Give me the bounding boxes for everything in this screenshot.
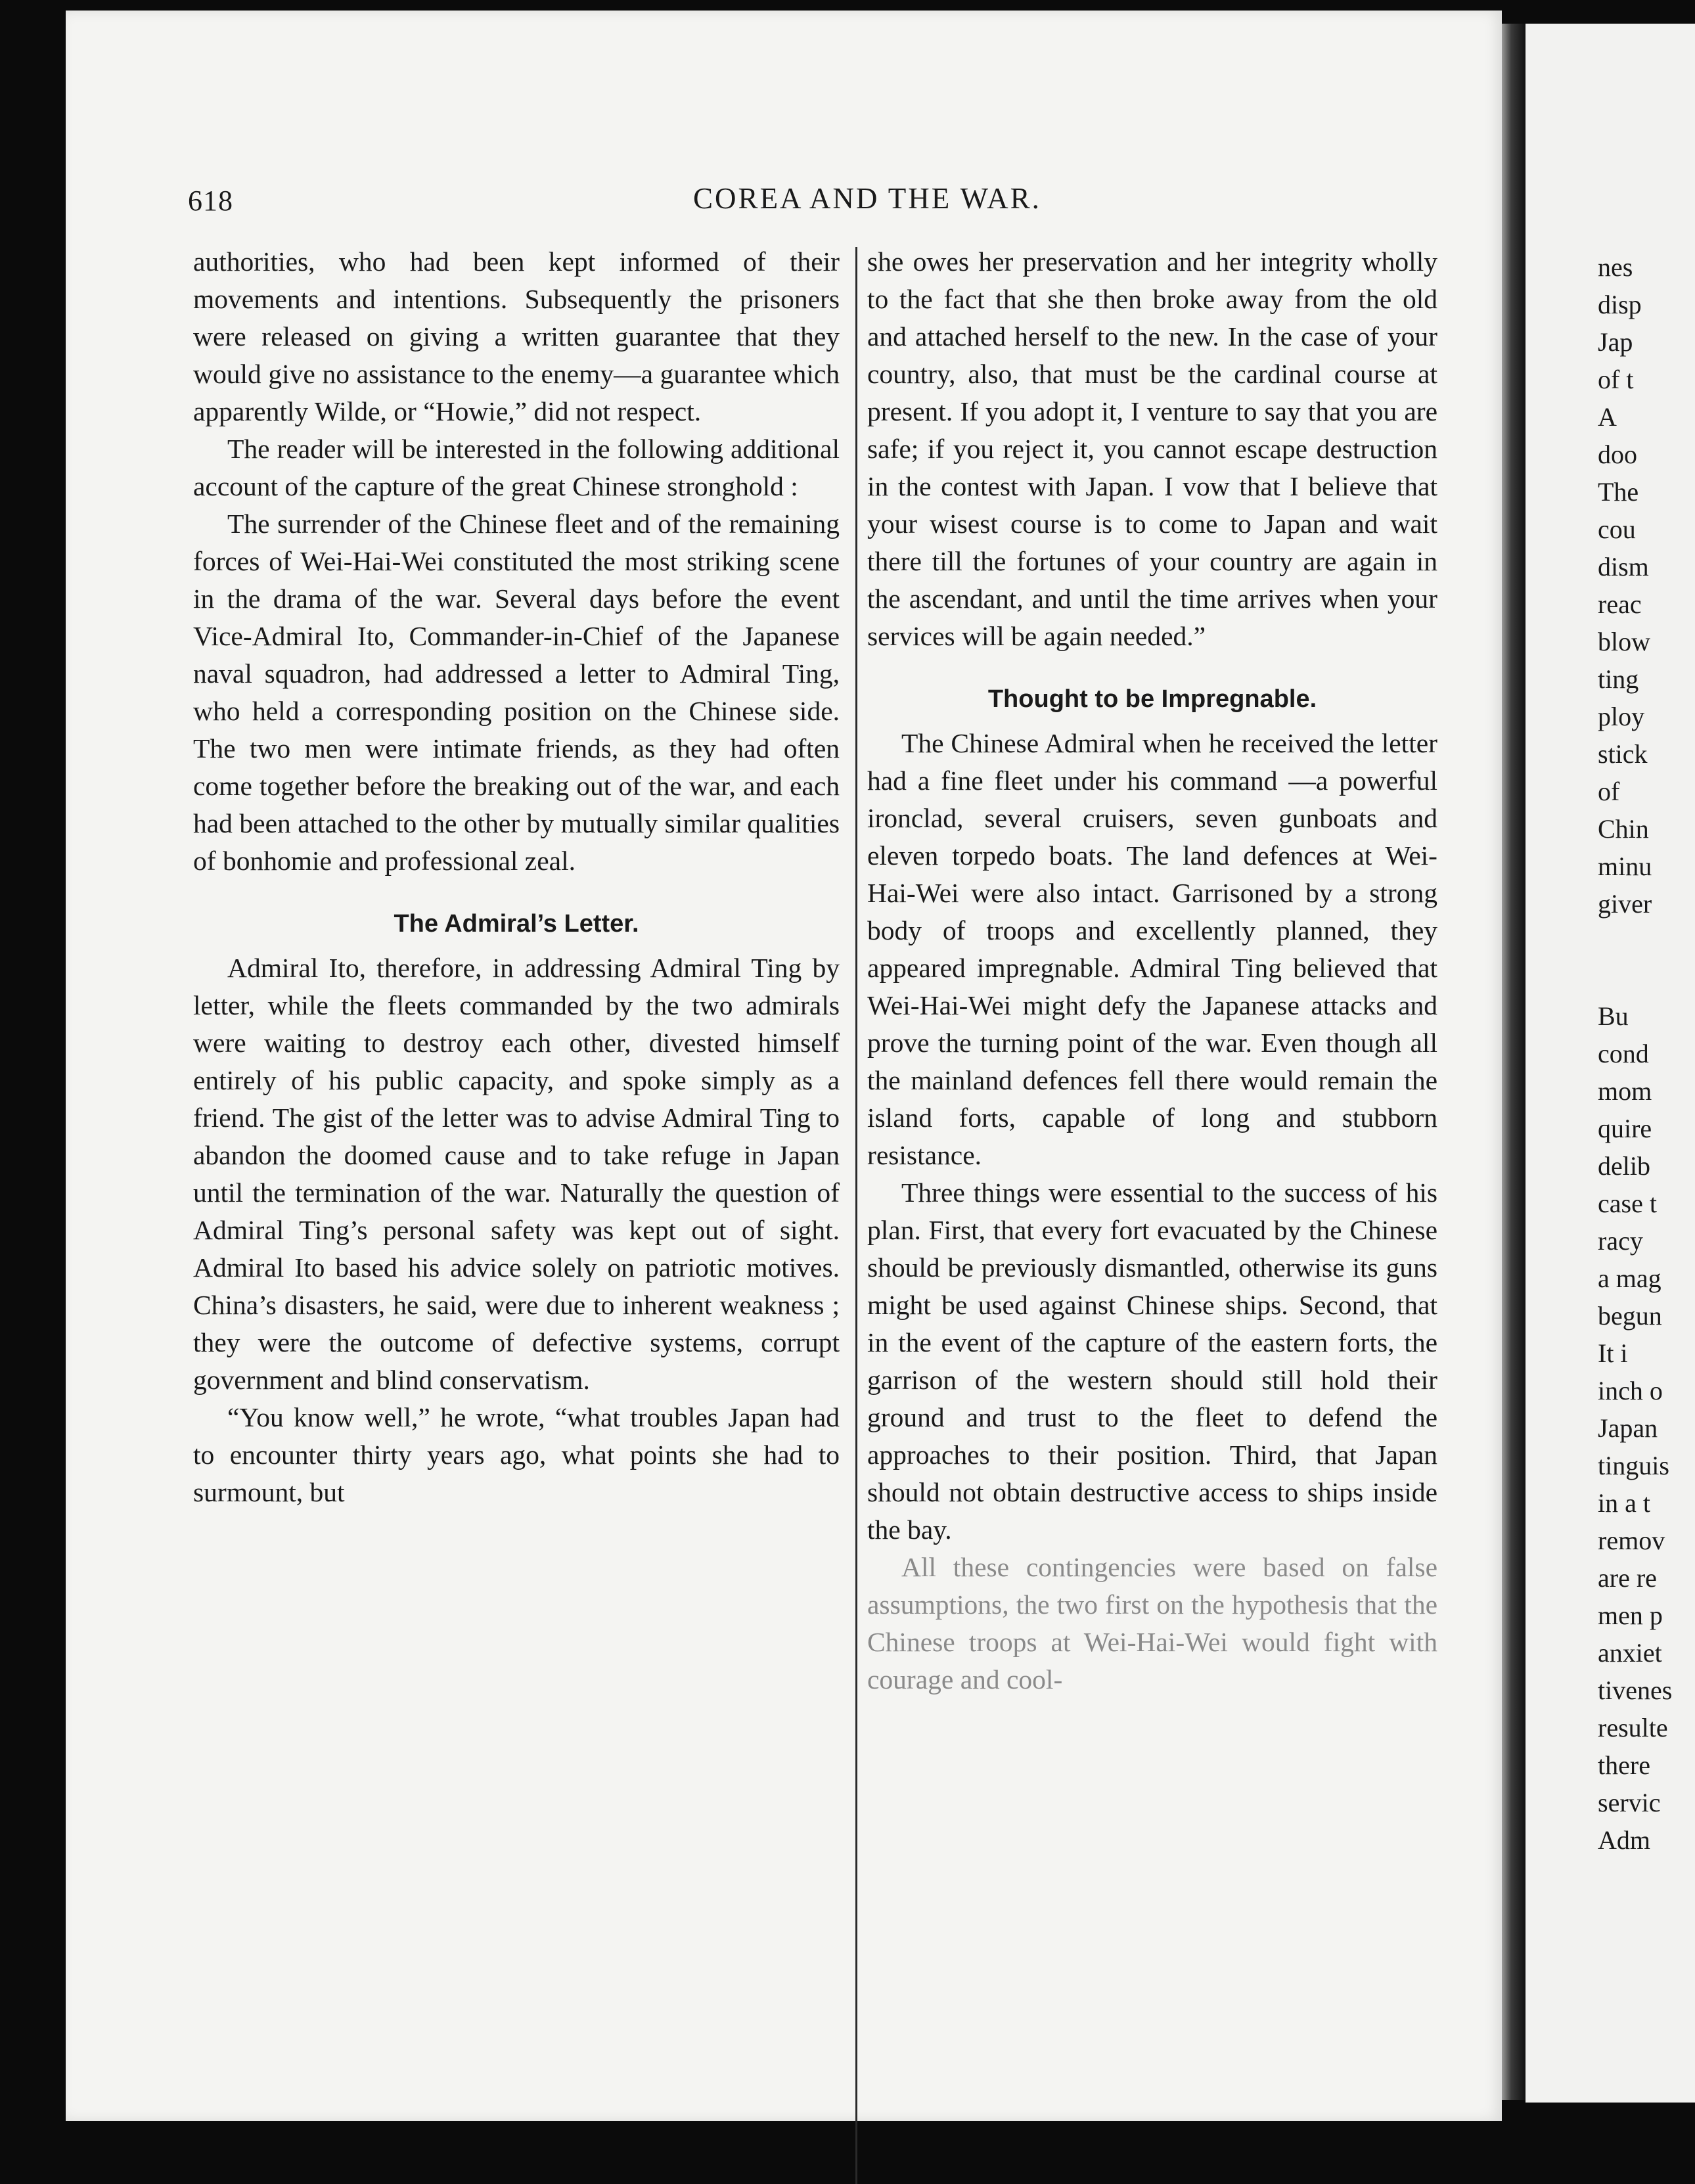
- facing-page-line: Chin: [1598, 814, 1649, 844]
- column-divider: [855, 247, 857, 2184]
- right-column: [867, 243, 1437, 1698]
- paragraph: The Chinese Admiral when he received the letter had a fine fleet under his command —a powerful ironclad, several cruisers, seven gunboats and eleven torpedo boats. The land defences at Wei-Hai-Wei were also intact. Garrisoned by a strong body of troops and excellently planned, they appeared impregnable. Admiral Ting believed that Wei-Hai-Wei might defy the Japanese attacks and prove the turning point of the war. Even though all the mainland defences fell there would remain the island forts, capable of long and stubborn resistance.: [867, 728, 1437, 1170]
- facing-page-line: minu: [1598, 852, 1652, 881]
- facing-page-line: delib: [1598, 1151, 1650, 1181]
- running-title: COREA AND THE WAR.: [693, 182, 1041, 215]
- facing-page-line: nes: [1598, 252, 1633, 282]
- facing-page-line: [1598, 922, 1672, 960]
- facing-page-line: reac: [1598, 589, 1642, 619]
- section-heading: Thought to be Impregnable.: [987, 685, 1317, 713]
- facing-page-line: remov: [1598, 1526, 1665, 1555]
- facing-page-line: of: [1598, 777, 1620, 806]
- paragraph: she owes her preservation and her integrity wholly to the fact that she then broke away from the old and attached herself to the new. In the case of your country, also, that must be the cardinal course at present. If you adopt it, I venture to say that you are safe; if you reject it, you cannot escape destruction in the contest with Japan. I vow that I believe that your wisest course is to come to Japan and wait there till the fortunes of your country are again in the ascendant, and until the time arrives when your services will be again needed.”: [867, 246, 1437, 651]
- facing-page-line: disp: [1598, 290, 1642, 319]
- facing-page-line: inch o: [1598, 1376, 1663, 1405]
- facing-page-line: cond: [1598, 1039, 1649, 1068]
- facing-page-line: ting: [1598, 664, 1639, 694]
- paragraph: “You know well,” he wrote, “what troubles Japan had to encounter thirty years ago, what points she had to surmount, but: [193, 1402, 840, 1507]
- book-gutter: [1502, 24, 1525, 2100]
- facing-page-line: a mag: [1598, 1263, 1661, 1293]
- facing-page-line: case t: [1598, 1189, 1657, 1218]
- facing-page-line: Japan: [1598, 1413, 1658, 1443]
- facing-page-line: quire: [1598, 1114, 1652, 1143]
- paragraph: authorities, who had been kept informed of their movements and intentions. Subsequently the prisoners were released on giving a written guarantee that they would give no assistance to the enemy—a guarantee which apparently Wilde, or “Howie,” did not respect.: [193, 246, 840, 426]
- facing-page-line: servic: [1598, 1788, 1661, 1817]
- facing-page-line: [1598, 960, 1672, 997]
- facing-page-line: anxiet: [1598, 1638, 1662, 1668]
- facing-page-line: doo: [1598, 440, 1637, 469]
- facing-page-line: Jap: [1598, 327, 1633, 357]
- paragraph: The reader will be interested in the following additional account of the capture of the great Chinese stronghold :: [193, 434, 840, 501]
- paragraph: Admiral Ito, therefore, in addressing Admiral Ting by letter, while the fleets commanded by the two admirals were waiting to destroy each other, divested himself entirely of his public capacity, and spoke simply as a friend. The gist of the letter was to advise Admiral Ting to abandon the doomed cause and to take refuge in Japan until the termination of the war. Naturally the question of Admiral Ting’s personal safety was kept out of sight. Admiral Ito based his advice solely on patriotic motives. China’s disasters, he said, were due to inherent weakness ; they were the outcome of defective systems, corrupt government and blind conservatism.: [193, 953, 840, 1395]
- facing-page-line: Bu: [1598, 1001, 1629, 1031]
- facing-page-line: racy: [1598, 1226, 1643, 1256]
- paragraph: All these contingencies were based on false assumptions, the two first on the hypothesis that the Chinese troops at Wei-Hai-Wei would fight with courage and cool-: [867, 1552, 1437, 1695]
- facing-page-line: men p: [1598, 1601, 1663, 1630]
- facing-page-line: mom: [1598, 1076, 1652, 1106]
- facing-page-line: Adm: [1598, 1825, 1650, 1855]
- facing-page-line: tivenes: [1598, 1675, 1673, 1705]
- paragraph: Three things were essential to the success of his plan. First, that every fort evacuated by the Chinese should be previously dismantled, otherwise its guns might be used against Chinese ships. Second, that in the event of the capture of the eastern forts, the garrison of the western should still hold their ground and trust to the fleet to defend the approaches to their position. Third, that Japan should not obtain destructive access to ships inside the bay.: [867, 1177, 1437, 1545]
- facing-page-line: The: [1598, 477, 1639, 507]
- facing-page-line: ploy: [1598, 702, 1645, 731]
- paragraph: The surrender of the Chinese fleet and of the remaining forces of Wei-Hai-Wei constituted the most striking scene in the drama of the war. Several days before the event Vice-Admiral Ito, Commander-in-Chief of the Japanese naval squadron, had addressed a letter to Admiral Ting, who held a corresponding position on the Chinese side. The two men were intimate friends, as they had often come together before the breaking out of the war, and each had been attached to the other by mutually similar qualities of bonhomie and professional zeal.: [193, 509, 840, 876]
- facing-page-line: begun: [1598, 1301, 1662, 1331]
- facing-page-line: It i: [1598, 1338, 1628, 1368]
- facing-page-line: in a t: [1598, 1488, 1650, 1518]
- facing-page-line: there: [1598, 1750, 1650, 1780]
- facing-page-line: of t: [1598, 365, 1634, 394]
- facing-page-line: cou: [1598, 514, 1636, 544]
- facing-page-line: resulte: [1598, 1713, 1668, 1742]
- facing-page-line: stick: [1598, 739, 1648, 769]
- facing-page-text: [1598, 248, 1672, 1859]
- page-number: 618: [188, 185, 233, 217]
- facing-page-line: giver: [1598, 889, 1652, 919]
- facing-page-line: dism: [1598, 552, 1649, 581]
- facing-page-line: are re: [1598, 1563, 1657, 1593]
- facing-page-line: tinguis: [1598, 1451, 1669, 1480]
- section-heading: The Admiral’s Letter.: [394, 910, 639, 938]
- left-column: [193, 243, 840, 1511]
- facing-page: [1525, 24, 1695, 2103]
- facing-page-line: blow: [1598, 627, 1650, 656]
- facing-page-line: A: [1598, 402, 1617, 432]
